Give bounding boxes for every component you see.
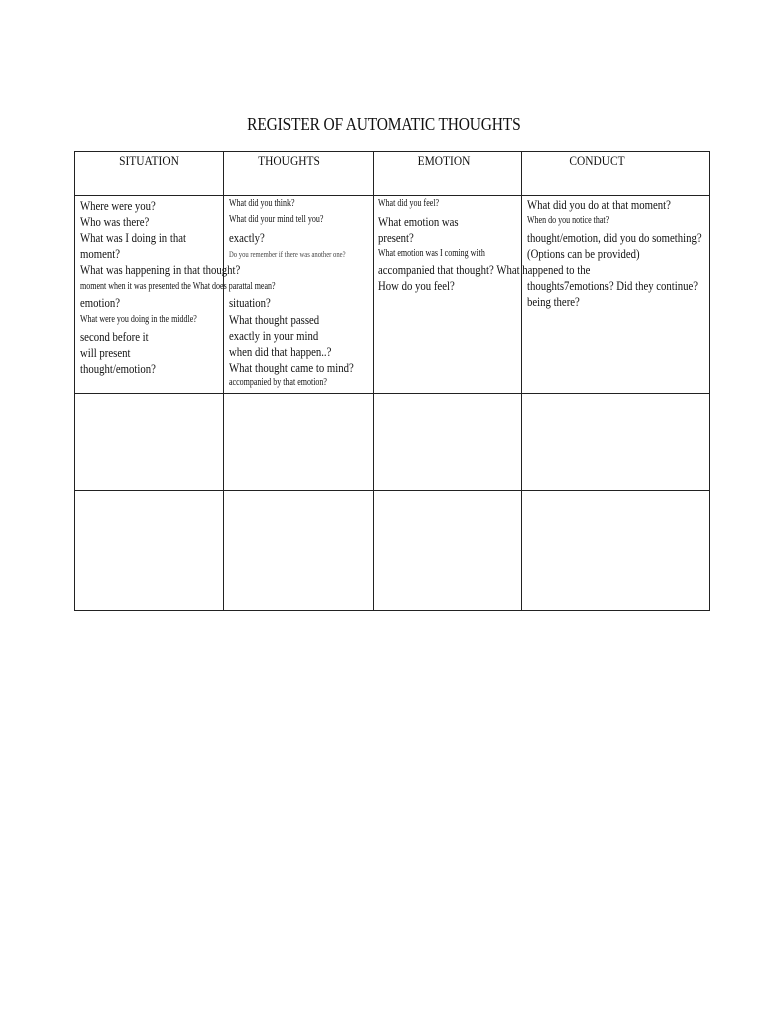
situation-line: emotion? — [80, 296, 121, 310]
situation-line: moment? — [80, 247, 121, 261]
thoughts-line: What thought came to mind? — [229, 361, 354, 375]
header-situation: SITUATION — [119, 153, 179, 168]
situation-line: second before it — [80, 330, 149, 344]
emotion-line: accompanied that thought? What happened to the — [378, 263, 591, 277]
conduct-line: thought/emotion, did you do something? — [527, 231, 702, 245]
conduct-line: When do you notice that? — [527, 215, 610, 226]
situation-line: What were you doing in the middle? — [80, 314, 197, 325]
situation-line: Who was there? — [80, 215, 150, 229]
header-conduct: CONDUCT — [569, 153, 625, 168]
thoughts-line: Do you remember if there was another one? — [229, 249, 346, 259]
situation-line: Where were you? — [80, 199, 156, 213]
situation-line: thought/emotion? — [80, 362, 156, 376]
row-divider — [75, 195, 709, 196]
header-emotion: EMOTION — [417, 153, 471, 168]
conduct-line: being there? — [527, 295, 580, 309]
emotion-line: What did you feel? — [378, 198, 440, 209]
thoughts-line: What did your mind tell you? — [229, 214, 324, 225]
thoughts-line: What did you think? — [229, 198, 295, 209]
emotion-line: present? — [378, 231, 414, 245]
situation-line: will present — [80, 346, 131, 360]
conduct-line: What did you do at that moment? — [527, 198, 671, 212]
thoughts-line: when did that happen..? — [229, 345, 332, 359]
empty-entry-row — [75, 394, 709, 490]
thought-register-table — [74, 151, 710, 611]
situation-line: What was happening in that thought? — [80, 263, 241, 277]
thoughts-line: exactly? — [229, 231, 265, 245]
emotion-line: What emotion was I coming with — [378, 248, 485, 259]
conduct-line: (Options can be provided) — [527, 247, 640, 261]
header-thoughts: THOUGHTS — [258, 153, 320, 168]
page-title: REGISTER OF AUTOMATIC THOUGHTS — [247, 114, 521, 134]
situation-line: What was I doing in that — [80, 231, 186, 245]
thoughts-line: exactly in your mind — [229, 329, 319, 343]
conduct-line: thoughts7emotions? Did they continue? — [527, 279, 699, 293]
emotion-line: What emotion was — [378, 215, 459, 229]
empty-entry-row — [75, 491, 709, 610]
thoughts-line: What thought passed — [229, 313, 320, 327]
situation-line: moment when it was presented the What does parattal mean? — [80, 281, 276, 292]
thoughts-line: accompanied by that emotion? — [229, 377, 327, 388]
thoughts-line: situation? — [229, 296, 271, 310]
emotion-line: How do you feel? — [378, 279, 455, 293]
